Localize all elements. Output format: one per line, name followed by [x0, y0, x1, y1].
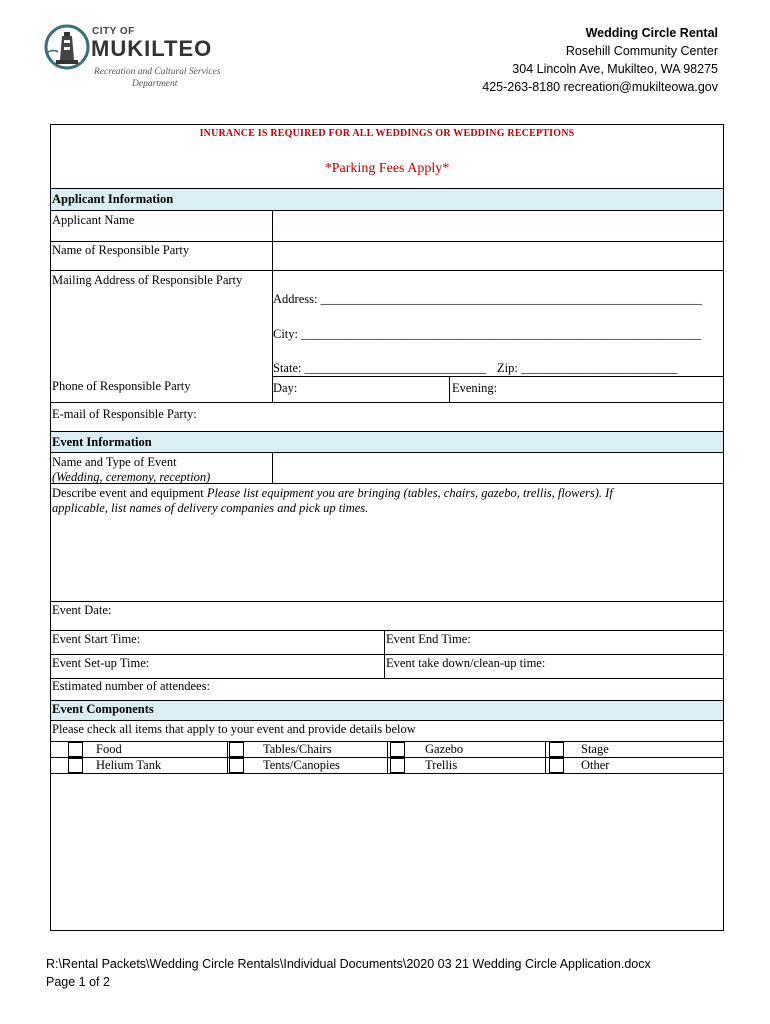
components-instructions: Please check all items that apply to your event and provide details below	[52, 722, 416, 736]
evening-phone-field[interactable]: Evening:	[452, 381, 498, 395]
logo-department-line2: Department	[132, 79, 178, 89]
event-date-field[interactable]: Event Date:	[52, 603, 112, 617]
page-number: Page 1 of 2	[46, 975, 110, 989]
footer	[46, 955, 651, 991]
contact-info: 425-263-8180 recreation@mukilteowa.gov	[482, 80, 718, 94]
divider	[449, 377, 450, 402]
applicant-name-field[interactable]	[273, 211, 723, 241]
phone-label: Phone of Responsible Party	[52, 379, 191, 393]
zip-field[interactable]: Zip: _________________________	[497, 361, 678, 375]
venue-name: Rosehill Community Center	[565, 44, 718, 58]
logo-city-of: CITY OF	[92, 26, 135, 37]
file-path: R:\Rental Packets\Wedding Circle Rentals\Individual Documents\2020 03 21 Wedding Circle Application.docx	[46, 957, 651, 971]
lighthouse-seal-icon	[44, 22, 90, 72]
parking-notice: *Parking Fees Apply*	[324, 161, 450, 176]
divider	[51, 773, 723, 774]
event-section-title: Event Information	[52, 435, 152, 449]
city-logo	[44, 22, 234, 96]
divider	[387, 741, 388, 773]
divider	[51, 483, 723, 484]
stage-checkbox[interactable]	[549, 742, 564, 757]
insurance-notice: INURANCE IS REQUIRED FOR ALL WEDDINGS OR WEDDING RECEPTIONS	[199, 128, 575, 139]
describe-event-field[interactable]	[52, 517, 722, 601]
rental-form	[50, 124, 724, 931]
food-label: Food	[96, 742, 122, 756]
setup-time-field[interactable]: Event Set-up Time:	[52, 656, 150, 670]
divider	[272, 376, 723, 377]
responsible-party-label: Name of Responsible Party	[52, 243, 190, 257]
divider	[51, 601, 723, 602]
describe-event-row	[52, 486, 613, 501]
divider	[384, 630, 385, 678]
address-field[interactable]: Address: _____________________________________________________________	[273, 292, 702, 306]
trellis-label: Trellis	[425, 758, 458, 772]
gazebo-checkbox[interactable]	[390, 742, 405, 757]
stage-label: Stage	[581, 742, 609, 756]
divider	[51, 630, 723, 631]
divider	[51, 402, 723, 403]
attendees-field[interactable]: Estimated number of attendees:	[52, 679, 210, 693]
event-name-type-label: Name and Type of Event	[52, 455, 177, 469]
mailing-address-label: Mailing Address of Responsible Party	[52, 273, 243, 287]
food-checkbox[interactable]	[68, 742, 83, 757]
applicant-section-title: Applicant Information	[52, 192, 174, 206]
divider	[51, 720, 723, 721]
event-name-type-hint: (Wedding, ceremony, reception)	[52, 470, 211, 484]
describe-event-hint-1: Please list equipment you are bringing (tables, chairs, gazebo, trellis, flowers). If	[206, 486, 613, 500]
divider	[545, 741, 546, 773]
trellis-checkbox[interactable]	[390, 758, 405, 773]
other-checkbox[interactable]	[549, 758, 564, 773]
components-details-field[interactable]	[52, 775, 722, 929]
describe-event-hint-2: applicable, list names of delivery companies and pick up times.	[52, 501, 369, 515]
tables-chairs-label: Tables/Chairs	[263, 742, 332, 756]
city-field[interactable]: City: ________________________________________________________________	[273, 327, 702, 341]
divider	[51, 654, 723, 655]
other-label: Other	[581, 758, 610, 772]
day-phone-field[interactable]: Day:	[273, 381, 298, 395]
gazebo-label: Gazebo	[425, 742, 464, 756]
event-end-time-field[interactable]: Event End Time:	[386, 632, 471, 646]
applicant-name-label: Applicant Name	[52, 213, 135, 227]
logo-department-line1: Recreation and Cultural Services	[94, 67, 221, 77]
doc-title: Wedding Circle Rental	[585, 26, 718, 40]
helium-tank-checkbox[interactable]	[68, 758, 83, 773]
divider	[272, 210, 273, 402]
divider	[227, 741, 228, 773]
header-block	[482, 24, 718, 96]
components-section-title: Event Components	[52, 702, 154, 716]
takedown-time-field[interactable]: Event take down/clean-up time:	[386, 656, 546, 670]
state-field[interactable]: State: _____________________________	[273, 361, 486, 375]
tables-chairs-checkbox[interactable]	[229, 742, 244, 757]
helium-tank-label: Helium Tank	[96, 758, 162, 772]
divider	[51, 270, 723, 271]
tents-canopies-label: Tents/Canopies	[263, 758, 340, 772]
tents-canopies-checkbox[interactable]	[229, 758, 244, 773]
email-field[interactable]: E-mail of Responsible Party:	[52, 407, 197, 421]
event-start-time-field[interactable]: Event Start Time:	[52, 632, 141, 646]
event-name-type-field[interactable]	[273, 453, 723, 483]
logo-city-name: MUKILTEO	[91, 36, 213, 61]
describe-event-label: Describe event and equipment	[52, 486, 204, 500]
responsible-party-field[interactable]	[273, 242, 723, 270]
venue-address: 304 Lincoln Ave, Mukilteo, WA 98275	[512, 62, 718, 76]
